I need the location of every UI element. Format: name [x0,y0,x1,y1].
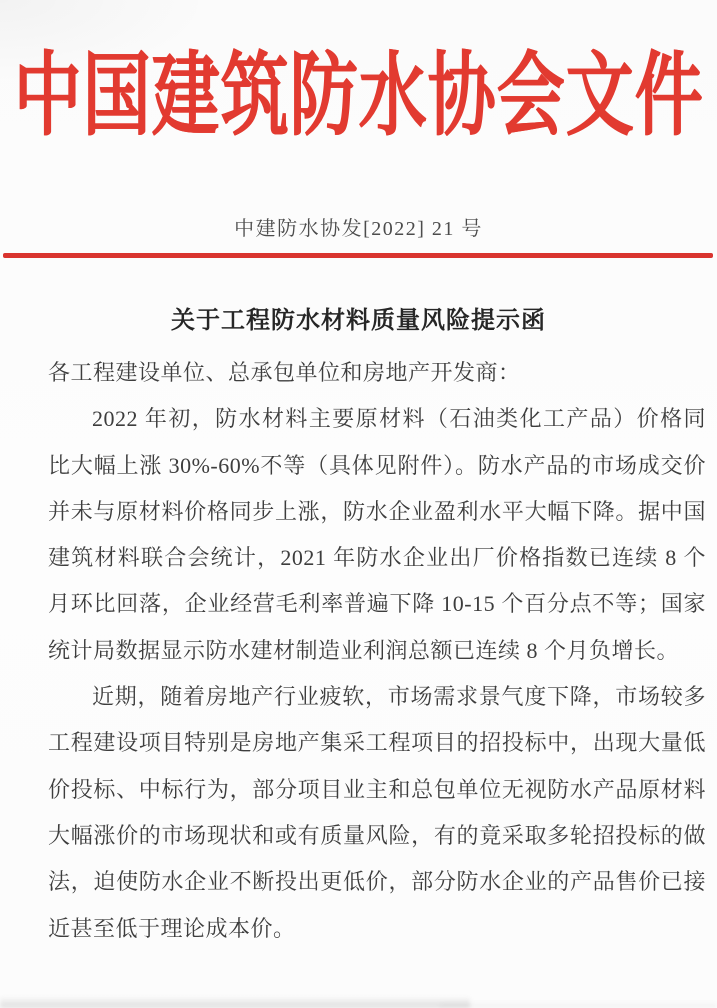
masthead-title: 中国建筑防水协会文件 [13,44,704,147]
scan-shadow-right [440,1001,717,1008]
body-paragraph-2: 近期，随着房地产行业疲软，市场需求景气度下降，市场较多工程建设项目特别是房地产集采工程项目的招投标中，出现大量低价投标、中标行为，部分项目业主和总包单位无视防水产品原材料大幅涨价的市场现状和或有质量风险，有的竟采取多轮招投标的做法，迫使防水企业不断投出更低价，部分防水企业的产品售价已接近甚至低于理论成本价。 [48,684,706,941]
article-title: 关于工程防水材料质量风险提示函 [171,308,546,334]
document-body [48,350,706,952]
body-paragraph-1: 2022 年初，防水材料主要原材料（石油类化工产品）价格同比大幅上涨 30%-60%不等（具体见附件）。防水产品的市场成交价并未与原材料价格同步上涨，防水企业盈利水平大幅下降。据中国建筑材料联合会统计，2021 年防水企业出厂价格指数已连续 8 个月环比回落，企业经营毛利率普遍下降 10-15 个百分点不等；国家统计局数据显示防水建材制造业利润总额已连续 8 个月负增长。 [48,406,706,663]
red-divider-line [3,253,713,258]
scan-shadow-left [0,996,470,1008]
salutation-line: 各工程建设单位、总承包单位和房地产开发商： [48,360,521,385]
document-number: 中建防水协发[2022] 21 号 [234,218,483,240]
